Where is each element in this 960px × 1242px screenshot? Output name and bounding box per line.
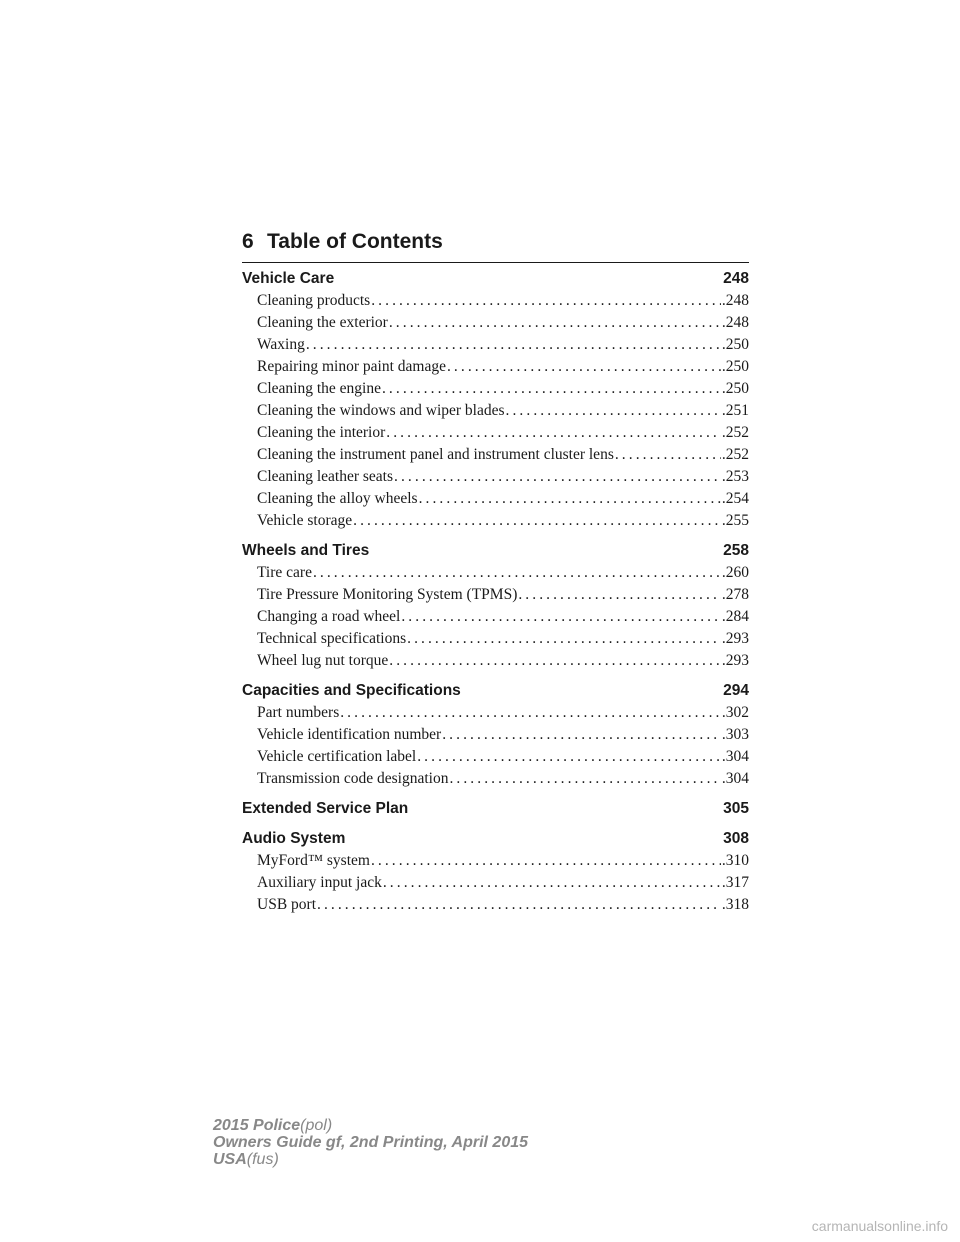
entry-page: .304 — [721, 770, 749, 787]
entry-label: Cleaning the alloy wheels — [257, 490, 418, 507]
dot-leader — [449, 768, 720, 790]
toc-section-heading[interactable] — [242, 680, 749, 702]
dot-leader — [401, 606, 721, 628]
dot-leader — [394, 466, 721, 488]
page-number: 6 — [242, 230, 254, 253]
section-title: Extended Service Plan — [242, 800, 409, 817]
entry-label: Vehicle identification number — [257, 726, 442, 743]
page-header — [242, 228, 749, 263]
toc-entry[interactable] — [242, 356, 749, 378]
section-page: 305 — [723, 800, 749, 817]
toc-entry[interactable] — [242, 768, 749, 790]
footer-line-2: Owners Guide gf, 2nd Printing, April 2015 — [213, 1134, 529, 1151]
dot-leader — [371, 290, 721, 312]
entry-page: .254 — [721, 490, 749, 507]
toc-entry[interactable] — [242, 562, 749, 584]
entry-page: .310 — [721, 852, 749, 869]
dot-leader — [340, 702, 721, 724]
entry-page: .302 — [721, 704, 749, 721]
entry-label: Repairing minor paint damage — [257, 358, 446, 375]
entry-label: Vehicle storage — [257, 512, 353, 529]
entry-page: .250 — [721, 380, 749, 397]
dot-leader — [417, 746, 721, 768]
entry-label: Cleaning the windows and wiper blades — [257, 402, 505, 419]
dot-leader — [447, 356, 721, 378]
footer-line-1: 2015 Police(pol) — [213, 1117, 333, 1134]
toc-entry[interactable] — [242, 850, 749, 872]
entry-page: .250 — [721, 358, 749, 375]
toc-entry[interactable] — [242, 488, 749, 510]
entry-label: Wheel lug nut torque — [257, 652, 389, 669]
entry-page: .303 — [721, 726, 749, 743]
entry-label: Waxing — [257, 336, 305, 353]
dot-leader — [506, 400, 721, 422]
toc-entry[interactable] — [242, 312, 749, 334]
entry-page: .251 — [721, 402, 749, 419]
toc-entry[interactable] — [242, 872, 749, 894]
entry-page: .284 — [721, 608, 749, 625]
page-title: Table of Contents — [267, 230, 443, 253]
dot-leader — [419, 488, 721, 510]
toc-entry[interactable] — [242, 422, 749, 444]
entry-label: Cleaning leather seats — [257, 468, 394, 485]
entry-label: MyFord™ system — [257, 852, 370, 869]
toc-section-heading[interactable] — [242, 268, 749, 290]
toc-entry[interactable] — [242, 510, 749, 532]
entry-label: Cleaning the instrument panel and instrument cluster lens — [257, 446, 614, 463]
entry-page: .255 — [721, 512, 749, 529]
dot-leader — [317, 894, 721, 916]
dot-leader — [615, 444, 721, 466]
toc-entry[interactable] — [242, 290, 749, 312]
dot-leader — [353, 510, 721, 532]
entry-label: Transmission code designation — [257, 770, 449, 787]
dot-leader — [313, 562, 721, 584]
toc-entry[interactable] — [242, 444, 749, 466]
dot-leader — [389, 650, 721, 672]
entry-label: Cleaning products — [257, 292, 371, 309]
section-title: Vehicle Care — [242, 270, 335, 287]
toc-section-heading[interactable] — [242, 798, 749, 820]
entry-page: .293 — [721, 652, 749, 669]
dot-leader — [306, 334, 721, 356]
dot-leader — [407, 628, 721, 650]
toc-entry[interactable] — [242, 334, 749, 356]
dot-leader — [386, 422, 721, 444]
entry-page: .253 — [721, 468, 749, 485]
toc-section-heading[interactable] — [242, 828, 749, 850]
section-title: Capacities and Specifications — [242, 682, 461, 699]
entry-label: Cleaning the exterior — [257, 314, 388, 331]
section-title: Audio System — [242, 830, 346, 847]
entry-page: .318 — [721, 896, 749, 913]
entry-page: .248 — [721, 292, 749, 309]
entry-page: .252 — [721, 424, 749, 441]
dot-leader — [383, 872, 721, 894]
entry-page: .304 — [721, 748, 749, 765]
toc-entry[interactable] — [242, 378, 749, 400]
dot-leader — [518, 584, 721, 606]
section-title: Wheels and Tires — [242, 542, 370, 559]
entry-label: USB port — [257, 896, 316, 913]
entry-label: Cleaning the interior — [257, 424, 386, 441]
toc-entry[interactable] — [242, 628, 749, 650]
dot-leader — [389, 312, 721, 334]
toc-entry[interactable] — [242, 650, 749, 672]
section-page: 294 — [723, 682, 749, 699]
toc-entry[interactable] — [242, 724, 749, 746]
toc-section-heading[interactable] — [242, 540, 749, 562]
section-page: 308 — [723, 830, 749, 847]
toc-entry[interactable] — [242, 466, 749, 488]
section-page: 248 — [723, 270, 749, 287]
dot-leader — [371, 850, 721, 872]
footer-line-3: USA(fus) — [213, 1151, 279, 1168]
toc-entry[interactable] — [242, 894, 749, 916]
entry-label: Technical specifications — [257, 630, 407, 647]
entry-page: .248 — [721, 314, 749, 331]
entry-label: Tire Pressure Monitoring System (TPMS) — [257, 586, 518, 603]
table-of-contents — [242, 268, 749, 916]
entry-page: .260 — [721, 564, 749, 581]
entry-page: .278 — [721, 586, 749, 603]
section-page: 258 — [723, 542, 749, 559]
toc-entry[interactable] — [242, 746, 749, 768]
toc-entry[interactable] — [242, 400, 749, 422]
entry-label: Auxiliary input jack — [257, 874, 382, 891]
entry-label: Vehicle certification label — [257, 748, 417, 765]
dot-leader — [442, 724, 721, 746]
entry-page: .250 — [721, 336, 749, 353]
dot-leader — [382, 378, 721, 400]
entry-page: .293 — [721, 630, 749, 647]
entry-label: Tire care — [257, 564, 312, 581]
footer — [213, 1117, 528, 1168]
toc-entry[interactable] — [242, 606, 749, 628]
entry-label: Part numbers — [257, 704, 340, 721]
toc-entry[interactable] — [242, 584, 749, 606]
entry-page: .252 — [721, 446, 749, 463]
entry-label: Changing a road wheel — [257, 608, 401, 625]
entry-page: .317 — [721, 874, 749, 891]
entry-label: Cleaning the engine — [257, 380, 381, 397]
toc-entry[interactable] — [242, 702, 749, 724]
watermark: carmanualsonline.info — [811, 1218, 948, 1234]
